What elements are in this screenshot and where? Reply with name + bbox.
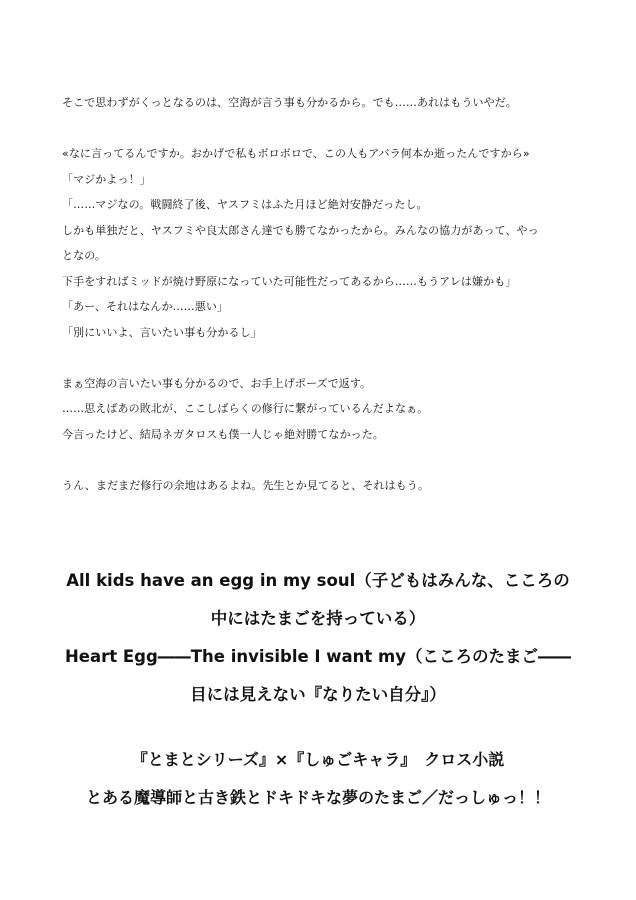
paragraph-gap bbox=[62, 345, 582, 371]
novel-body-text bbox=[62, 90, 582, 498]
paragraph-line: うん、まだまだ修行の余地はあるよね。先生とか見てると、それはもう。 bbox=[62, 478, 429, 492]
paragraph-gap bbox=[62, 116, 582, 142]
dialogue-line: 「あー、それはなんか……悪い」 bbox=[62, 300, 229, 313]
dialogue-line: となの。 bbox=[62, 249, 106, 262]
paragraph-line: 今言ったけど、結局ネガタロスも僕一人じゃ絶対勝てなかった。 bbox=[62, 427, 384, 441]
epigraph-line: 目には見えない『なりたい自分』） bbox=[190, 685, 446, 704]
dialogue-line: 「……マジなの。戦闘終了後、ヤスフミはふた月ほど絶対安静だったし。 bbox=[62, 198, 428, 211]
epigraph-line: 中にはたまごを持っている） bbox=[210, 609, 426, 628]
epigraph bbox=[0, 562, 636, 714]
dialogue-line: 「マジかよっ！」 bbox=[62, 172, 151, 186]
dialogue-line: しかも単独だと、ヤスフミや良太郎さん達でも勝てなかったから。みんなの協力があって、やっ bbox=[62, 223, 539, 237]
paragraph-line: そこで思わずがくっとなるのは、空海が言う事も分かるから。でも……あれはもういやだ。 bbox=[62, 96, 517, 109]
dialogue-line: 下手をすればミッドが焼け野原になっていた可能性だってあるから……もうアレは嫌かも」 bbox=[62, 274, 517, 288]
dialogue-line: 「別にいいよ、言いたい事も分かるし」 bbox=[62, 325, 262, 339]
series-title-line: 『とまとシリーズ』×『しゅごキャラ』 クロス小説 bbox=[131, 750, 505, 769]
epigraph-line: All kids have an egg in my soul（子どもはみんな、こころの bbox=[66, 571, 570, 590]
paragraph-gap bbox=[62, 447, 582, 473]
epigraph-line: Heart Egg――The invisible I want my（こころのたまご―― bbox=[64, 647, 571, 666]
paragraph-line: まぁ空海の言いたい事も分かるので、お手上げポーズで返す。 bbox=[62, 376, 372, 390]
paragraph-line: ……思えばあの敗北が、ここしばらくの修行に繋がっているんだよなぁ。 bbox=[62, 402, 429, 415]
series-title-line: とある魔導師と古き鉄とドキドキな夢のたまご／だっしゅっ！！ bbox=[85, 788, 550, 807]
series-title bbox=[0, 741, 636, 817]
dialogue-line: «なに言ってるんですか。おかげで私もボロボロで、この人もアバラ何本か逝ったんですから» bbox=[62, 147, 530, 160]
